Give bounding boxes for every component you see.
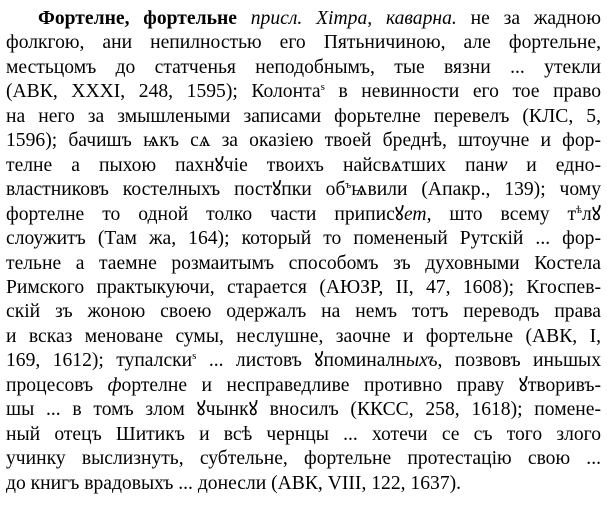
entry-text-segment: ыхъ <box>405 350 438 372</box>
entry-text-segment: процесовъ <box>6 374 108 396</box>
entry-text-segment: ѡ <box>494 154 508 176</box>
entry-grammar-note: присл. Хітра, каварна. <box>250 8 457 29</box>
entry-line-4 <box>6 79 601 105</box>
entry-line-5 <box>6 104 601 130</box>
entry-text-segment: 169, 1612); тупалски <box>6 350 193 372</box>
entry-text-segment: на него за змышлеными записами форьтелне перевелъ (КЛС, 5, <box>6 105 601 127</box>
entry-text-segment: тельне а таемне розмаитымъ способомъ зъ духовными Костела <box>6 252 601 274</box>
entry-text-segment: ... листовъ ꙋпоминалн <box>196 350 406 372</box>
entry-text-segment: Римского практыкуючи, старается (АЮЗР, ІІ, 47, 1608); Кгоспев- <box>6 276 601 298</box>
entry-text-segment: в невинности его тое право <box>324 81 601 103</box>
entry-text-segment: и всказ меноване сумы, неслушне, заочне и фортельне (АВК, І, <box>6 325 601 347</box>
entry-line-6 <box>6 128 601 154</box>
entry-text-segment: и едно- <box>507 154 601 176</box>
entry-line-20 <box>6 471 601 497</box>
superscript-mark: ъ <box>345 179 352 192</box>
entry-line-18 <box>6 422 601 448</box>
entry-text-segment: учинку выслизнуть, субтельне, фортельне протестацію свою ... <box>6 448 601 470</box>
entry-line-7 <box>6 153 601 179</box>
entry-text-segment: , позвовъ иньшых <box>437 350 602 372</box>
entry-line-9 <box>6 202 601 228</box>
superscript-mark: ѣ <box>576 203 583 216</box>
entry-text-segment: скій зъ жоною своею одержалъ на немъ тотъ переводъ права <box>6 301 601 323</box>
entry-text-segment: местьцомъ до статченья неподобнымъ, тые вязни ... утекли <box>6 56 601 78</box>
entry-line-19 <box>6 446 601 472</box>
entry-line-3 <box>6 55 601 81</box>
entry-line-16 <box>6 373 601 399</box>
entry-text-segment: властниковъ костелныхъ постꙋпки об <box>6 179 346 201</box>
entry-text-segment: ный отецъ Шитикъ и всѣ чернцы ... хотечи се съ того злого <box>6 423 601 445</box>
entry-line-15 <box>6 348 601 374</box>
entry-text-segment: ет <box>403 203 427 225</box>
entry-line-1 <box>38 6 601 32</box>
entry-text-segment: шы ... в томъ злом ꙋчынкꙋ вносилъ (ККСС, 258, 1618); помене- <box>6 399 601 421</box>
entry-text-segment: фолкгою, ани непилностью его Пятьничиною, але фортельне, <box>6 32 601 54</box>
entry-text-segment: пан <box>465 154 495 176</box>
superscript-mark: s <box>192 350 197 363</box>
entry-line-14 <box>6 324 601 350</box>
entry-line-2 <box>6 30 601 56</box>
entry-line-13 <box>6 299 601 325</box>
entry-text-segment: ортелне и несправедливе противно праву ꙋтворивъ- <box>121 374 601 396</box>
entry-line-12 <box>6 275 601 301</box>
superscript-mark: s <box>320 81 325 94</box>
entry-text-segment: ф <box>107 374 122 396</box>
entry-text-segment: (АВК, ХХХІ, 248, 1595); Колонта <box>6 81 321 103</box>
entry-line-10 <box>6 226 601 252</box>
entry-text-segment: не за жадною <box>470 8 601 29</box>
entry-text-segment: до книгъ врадовыхъ ... донесли (АВК, VIII, 122, 1637). <box>6 472 462 494</box>
entry-text-segment: слоужитъ (Там жа, 164); который то помененый Рутскій ... фор- <box>6 228 601 250</box>
entry-line-8 <box>6 177 601 203</box>
entry-text-segment: ѩвили (Апакр., 139); чому <box>351 179 602 201</box>
entry-headword: Фортелне, фортельне <box>38 8 237 29</box>
entry-text-segment: фортелне то одной толко части приписꙋ <box>6 203 404 225</box>
entry-text-segment: , што всему т <box>426 203 577 225</box>
entry-text-segment: лꙋ <box>582 203 601 225</box>
entry-line-17 <box>6 397 601 423</box>
entry-text-segment <box>446 155 465 176</box>
entry-text-segment: 1596); бачишъ ѩкъ сѧ за оказіею твоей бреднѣ, штоучне и фор- <box>6 130 601 152</box>
entry-text-segment: телне а пыхою пахнꙋчіе твоихъ найсвѧтших <box>6 154 447 176</box>
entry-line-11 <box>6 251 601 277</box>
